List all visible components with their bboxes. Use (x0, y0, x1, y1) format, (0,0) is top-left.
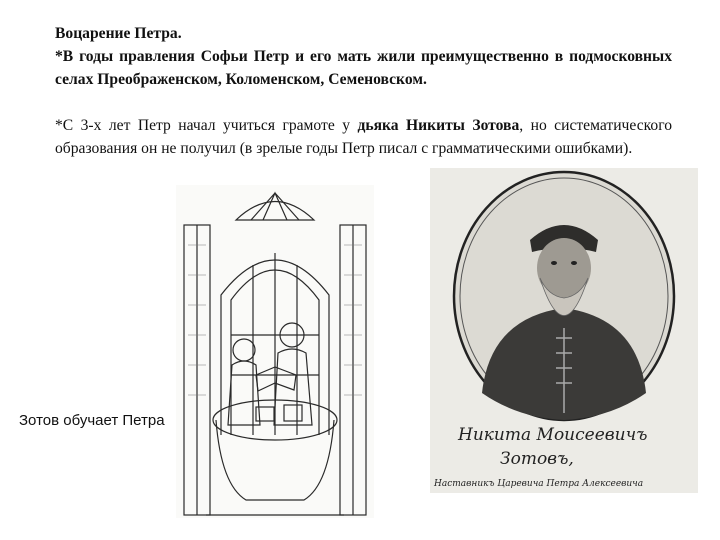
paragraph-text-part: *В годы правления Софьи (55, 48, 254, 65)
paragraph-title: Воцарение Петра. (55, 25, 182, 42)
engraving-teaching-image (176, 185, 374, 518)
image-caption: Зотов обучает Петра (19, 412, 165, 429)
paragraph-text-part: , но систематического образования он не получил (в зрелые годы Петр писал с грамматическими ошибками). (55, 117, 673, 157)
zotov-name: дьяка Никиты Зотова (357, 117, 520, 134)
signature-line-3: Наставникъ Царевича Петра Алексеевича (434, 479, 644, 489)
zotov-portrait-image (430, 168, 698, 493)
paragraph-education (55, 114, 672, 160)
signature-line-1: Никита Моисеевичъ (458, 425, 648, 445)
paragraph-text-part: *С 3-х лет Петр начал учиться грамоте у (55, 117, 358, 134)
paragraph-text-part: Петр и его мать жили преимущественно в подмосковных селах Преображенском, Коломенском, Семеновском. (55, 48, 673, 88)
signature-line-2: Зотовъ, (500, 449, 574, 469)
paragraph-accession (55, 22, 672, 91)
